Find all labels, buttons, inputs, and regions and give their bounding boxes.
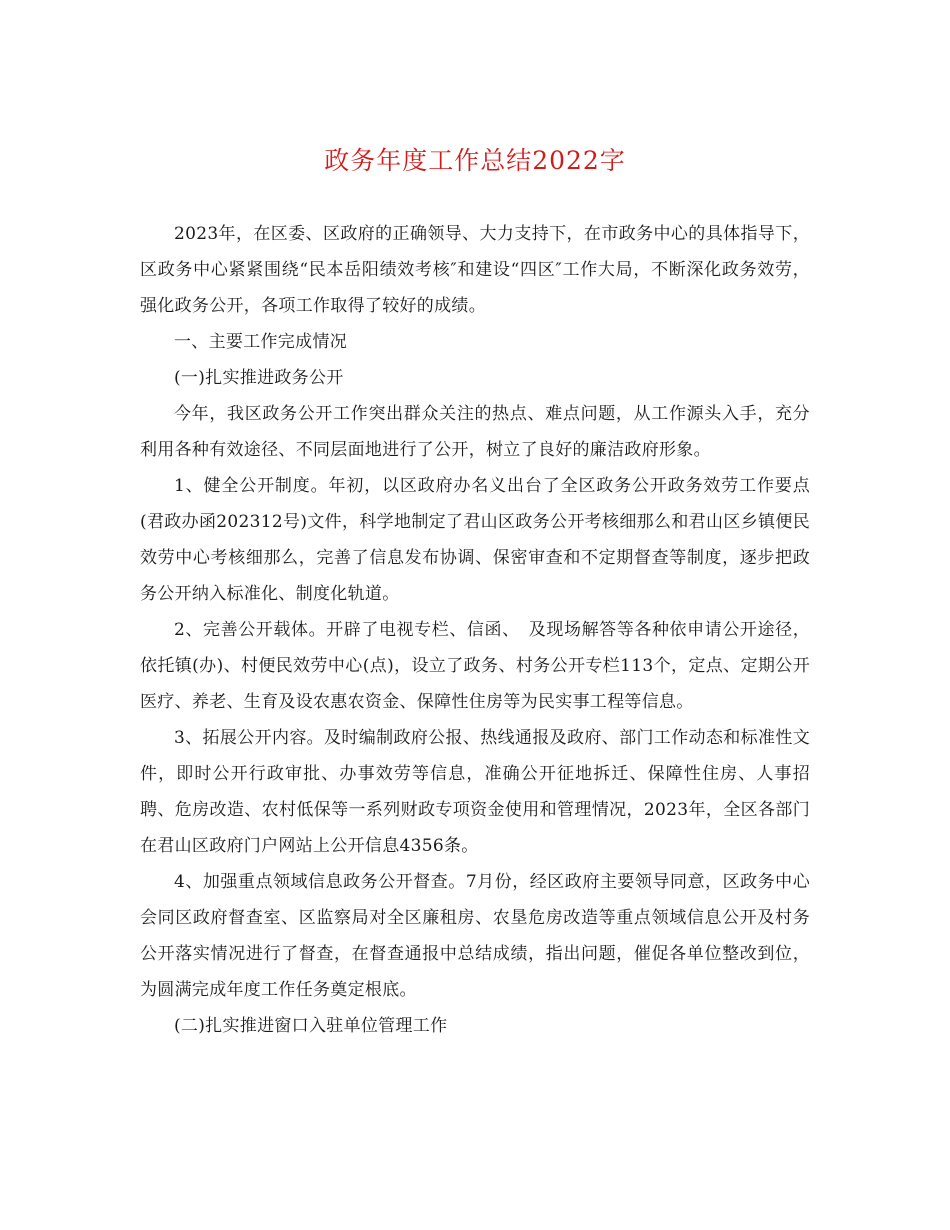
section-heading-main-work: 一、主要工作完成情况 xyxy=(174,332,347,352)
paragraph-intro: 2023年，在区委、区政府的正确领导、大力支持下，在市政务中心的具体指导下，区政务中心紧紧围绕“民本岳阳绩效考核″和建设“四区″工作大局，不断深化政务效劳，强化政务公开，各项工作取得了较好的成绩。 xyxy=(140,224,810,316)
paragraph-item-1: 1、健全公开制度。年初，以区政府办名义出台了全区政务公开政务效劳工作要点(君政办函202312号)文件，科学地制定了君山区政务公开考核细那么和君山区乡镇便民效劳中心考核细那么，完善了信息发布协调、保密审查和不定期督查等制度，逐步把政务公开纳入标准化、制度化轨道。 xyxy=(140,476,810,604)
paragraph-item-3: 3、拓展公开内容。及时编制政府公报、热线通报及政府、部门工作动态和标准性文件，即时公开行政审批、办事效劳等信息，准确公开征地拆迁、保障性住房、人事招聘、危房改造、农村低保等一系列财政专项资金使用和管理情况，2023年，全区各部门在君山区政府门户网站上公开信息4356条。 xyxy=(140,728,810,856)
subsection-heading-1: (一)扎实推进政务公开 xyxy=(174,368,344,388)
paragraph-item-2: 2、完善公开载体。开辟了电视专栏、信函、 及现场解答等各种依申请公开途径，依托镇(办)、村便民效劳中心(点)，设立了政务、村务公开专栏113个，定点、定期公开医疗、养老、生育及设农惠农资金、保障性住房等为民实事工程等信息。 xyxy=(140,620,810,712)
subsection-heading-2: (二)扎实推进窗口入驻单位管理工作 xyxy=(174,1016,448,1036)
document-title: 政务年度工作总结2022字 xyxy=(324,146,626,175)
paragraph-item-4: 4、加强重点领域信息政务公开督查。7月份，经区政府主要领导同意，区政务中心会同区政府督查室、区监察局对全区廉租房、农垦危房改造等重点领域信息公开及村务公开落实情况进行了督查，在督查通报中总结成绩，指出问题，催促各单位整改到位，为圆满完成年度工作任务奠定根底。 xyxy=(140,872,810,1000)
paragraph-overview: 今年，我区政务公开工作突出群众关注的热点、难点问题，从工作源头入手，充分利用各种有效途径、不同层面地进行了公开，树立了良好的廉洁政府形象。 xyxy=(140,404,810,460)
document-body xyxy=(140,216,810,1044)
